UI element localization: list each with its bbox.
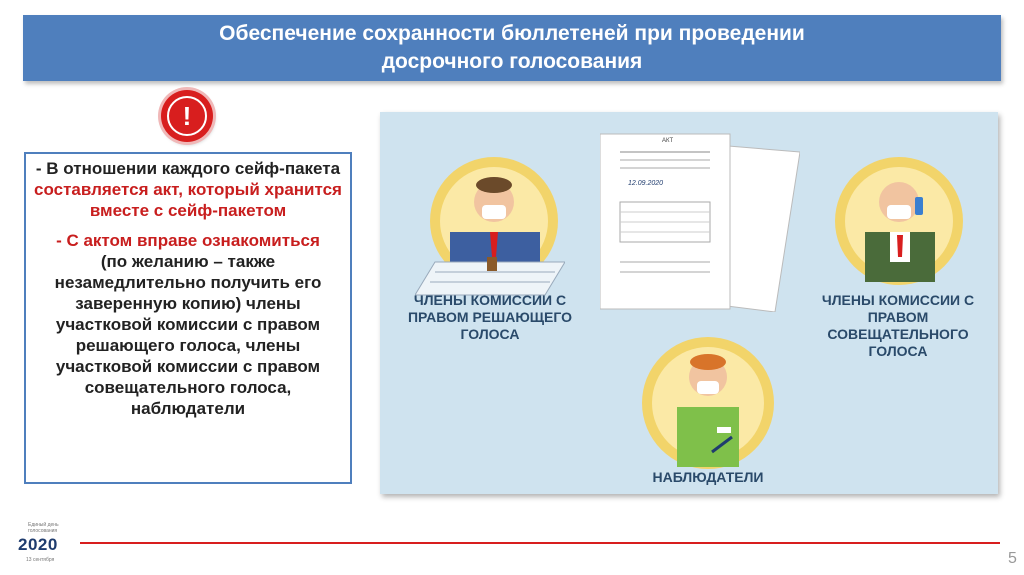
- page-title-line1: Обеспечение сохранности бюллетеней при проведении: [219, 22, 805, 45]
- election-day-logo: [18, 522, 70, 568]
- exclamation-icon: !: [161, 90, 213, 142]
- observer-label: НАБЛЮДАТЕЛИ: [652, 469, 764, 485]
- info-textbox: [24, 152, 352, 484]
- doc-title: АКТ: [662, 138, 674, 144]
- observer-illustration: [642, 337, 774, 469]
- footer-divider: [80, 542, 1000, 544]
- page-number: 5: [1008, 550, 1017, 567]
- logo-caption: Единый день голосования: [28, 522, 59, 534]
- doc-date: 12.09.2020: [628, 180, 664, 187]
- paragraph-act-intro: - В отношении каждого сейф-пакета: [35, 159, 341, 178]
- title-bar: [23, 15, 1001, 81]
- paragraph-act-highlight: составляется акт, который хранится вместе с сейф-пакетом: [34, 180, 342, 220]
- paragraph-access-body: (по желанию – также незамедлительно получить его заверенную копию) члены участковой комиссии с правом решающего голоса, члены участковой комиссии с правом совещательного голоса, наблюдатели: [54, 252, 322, 418]
- desk-illustration: [415, 257, 565, 297]
- illustration-panel: [380, 112, 998, 494]
- logo-year: 2020: [18, 535, 58, 554]
- paragraph-access: [34, 230, 342, 419]
- paragraph-access-highlight: - С актом вправе ознакомиться: [56, 231, 320, 250]
- paragraph-act: [34, 158, 342, 221]
- advisory-member-label: ЧЛЕНЫ КОМИССИИ С ПРАВОМ СОВЕЩАТЕЛЬНОГО ГОЛОСА: [821, 292, 975, 359]
- page-title-line2: досрочного голосования: [381, 50, 643, 73]
- deciding-member-label: ЧЛЕНЫ КОМИССИИ С ПРАВОМ РЕШАЮЩЕГО ГОЛОСА: [407, 292, 573, 342]
- act-documents-illustration: [600, 122, 800, 312]
- advisory-member-illustration: [835, 157, 963, 285]
- logo-date: 13 сентября: [26, 557, 55, 563]
